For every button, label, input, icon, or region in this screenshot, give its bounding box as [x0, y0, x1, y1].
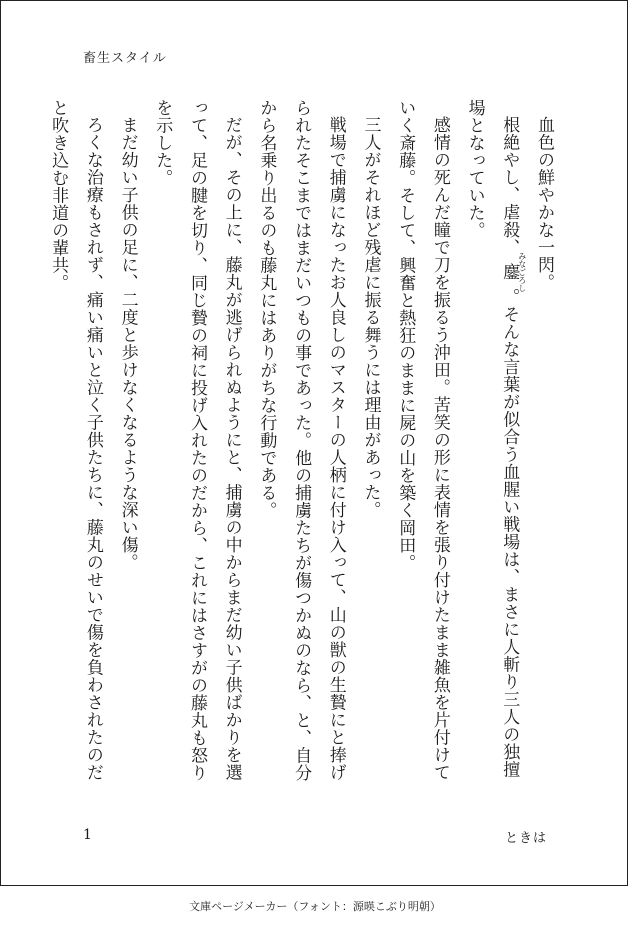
vertical-body-text — [48, 99, 561, 789]
ruby-base: 鏖 — [499, 252, 520, 292]
paragraph: 血色の鮮やかな一閃。 — [534, 116, 554, 291]
paragraph: 三人がそれほど残虐に振る舞うには理由があった。 — [360, 116, 381, 519]
ruby-reading: みなごろし — [517, 252, 527, 292]
page-number: 1 — [83, 827, 92, 843]
paragraph-text: 根絶やし、虐殺、 — [499, 116, 520, 256]
generator-credit: 文庫ページメーカー（フォント：源暎こぶり明朝） — [189, 900, 441, 913]
paragraph: 感情の死んだ瞳で刀を振るう沖田。苦笑の形に表情を張り付けたまま雑魚を片付けていく斎藤。そして、興奮と熱狂のままに屍の山を築く岡田。 — [395, 99, 450, 781]
paragraph: 戦場で捕虜になったお人良しのマスターの人柄に付け入って、山の獣の生贄にと捧げられたそこまではまだいつもの事であった。他の捕虜たちが傷つかぬのなら、と、自分から名乗り出るのも藤丸にはありがちな行動である。 — [256, 99, 346, 782]
paragraph-text: 。そんな言葉が似合う血腥い戦場は、まさに人斬り三人の独擅場となっていた。 — [464, 99, 520, 778]
author-name: ときは — [504, 831, 547, 846]
paragraph: まだ幼い子供の足に、二度と歩けなくなるような深い傷。 — [117, 116, 138, 571]
book-title: 畜生スタイル — [83, 51, 167, 66]
paragraph — [457, 99, 526, 789]
ruby-word — [499, 252, 527, 292]
paragraph: ろくな治療もされず、痛い痛いと泣く子供たちに、藤丸のせいで傷を負わされたのだと吹き込む非道の輩共。 — [48, 99, 103, 781]
paragraph: だが、その上に、藤丸が逃げられぬようにと、捕虜の中からまだ幼い子供ばかりを選って、足の腱を切り、同じ贄の祠に投げ入れたのだから、これにはさすがの藤丸も怒りを示した。 — [152, 99, 242, 782]
